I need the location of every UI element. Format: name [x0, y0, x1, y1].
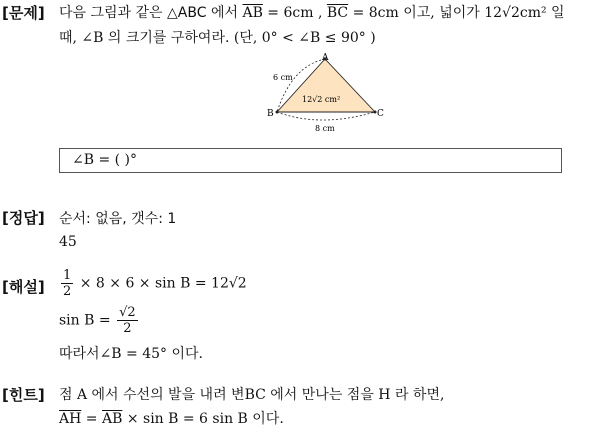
solution-value: 45 — [59, 234, 77, 250]
answer-prompt: ∠B = ( )° — [72, 152, 138, 168]
explanation-line-1: $\frac{1}{2}$ × 8 × 6 × sin B = 12√2 — [63, 268, 247, 299]
segment-bc: $\overline{BC}$ — [326, 5, 349, 21]
problem-line-2: 때, ∠B 의 크기를 구하여라. (단, 0° < ∠B ≤ 90° ) — [59, 30, 376, 46]
area-label: 12√2 cm² — [302, 95, 341, 104]
vertex-a-label: A — [322, 53, 329, 63]
fraction-root2-over-2: $\frac{√2}{2}$ — [119, 305, 136, 336]
segment-ah: $\overline{AH}$ — [59, 411, 82, 427]
solution-label: [정답] — [2, 209, 45, 227]
answer-box[interactable] — [59, 148, 562, 173]
side-ab-label: 6 cm — [273, 73, 293, 82]
segment-ab: $\overline{AB}$ — [242, 5, 263, 21]
explanation-line-3: 따라서∠B = 45° 이다. — [59, 346, 203, 362]
side-bc-label: 8 cm — [315, 124, 335, 133]
explanation-label: [해설] — [2, 278, 45, 296]
hint-line-2: $\overline{AH} = \overline{AB} \times \sin B = 6$ sin B 이다. — [59, 411, 284, 427]
explanation-line-2: sin B = $\frac{√2}{2}$ — [59, 305, 136, 336]
segment-ab-hint: $\overline{AB}$ — [101, 411, 123, 427]
arc-bc — [277, 112, 375, 120]
fraction-one-half: $\frac{1}{2}$ — [63, 268, 72, 299]
triangle-abc — [277, 59, 375, 112]
vertex-c-label: C — [377, 109, 384, 119]
triangle-figure — [262, 50, 392, 135]
problem-line-1: 다음 그림과 같은 △ABC 에서 $\overline{AB} = 6cm$ , $\overline{BC} = 8cm$ 이고, 넓이가 12√2cm² 일 — [59, 5, 565, 21]
vertex-b-label: B — [267, 109, 274, 119]
solution-meta: 순서: 없음, 갯수: 1 — [59, 211, 177, 227]
hint-label: [힌트] — [2, 386, 45, 404]
hint-line-1: 점 A 에서 수선의 발을 내려 변BC 에서 만나는 점을 H 라 하면, — [59, 387, 445, 403]
problem-label: [문제] — [2, 4, 45, 22]
